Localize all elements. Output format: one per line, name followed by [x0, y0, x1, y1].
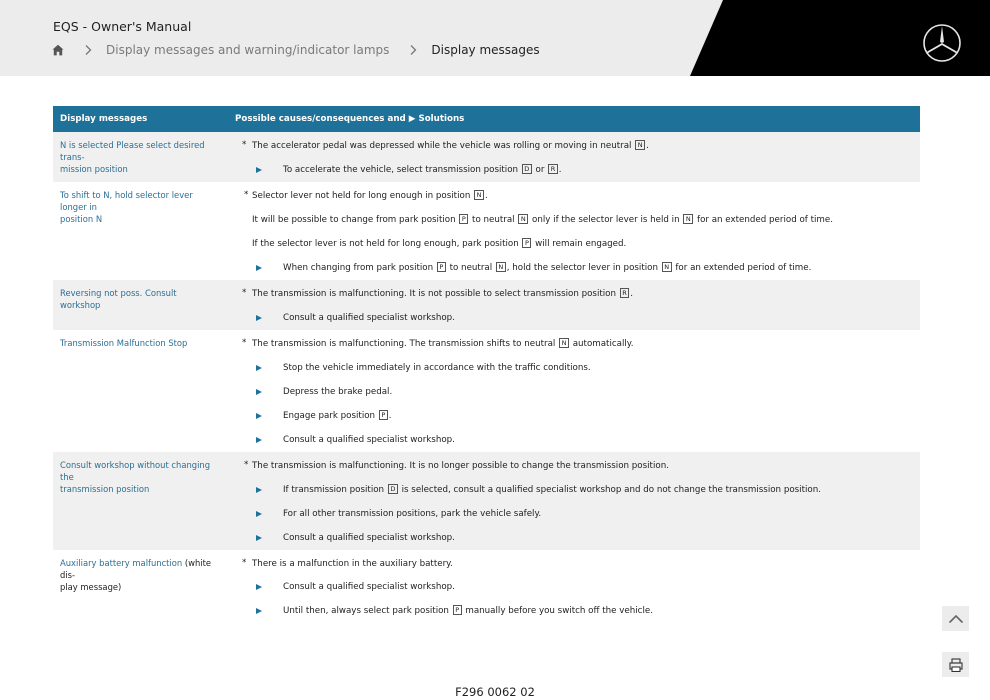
table-row	[53, 182, 920, 280]
gear-position-key: N	[662, 262, 672, 272]
solution-arrow-icon	[256, 487, 262, 493]
solution-arrow-icon	[256, 389, 262, 395]
message-cell	[53, 452, 228, 550]
breadcrumb-item-parent[interactable]: Display messages and warning/indicator lamps	[106, 43, 390, 57]
solution-text: Consult a qualified specialist workshop.	[283, 435, 455, 445]
solution-text: Engage park position P .	[283, 411, 392, 421]
gear-position-key: N	[518, 214, 528, 224]
solution-arrow-icon	[256, 511, 262, 517]
solution-arrow-icon	[256, 413, 262, 419]
cause-text: There is a malfunction in the auxiliary battery.	[252, 559, 453, 569]
message-cell	[53, 330, 228, 452]
bullet: *	[242, 140, 247, 150]
chevron-right-icon	[409, 44, 417, 56]
display-messages-table	[53, 106, 920, 630]
table-row	[53, 330, 920, 452]
solution-text: Consult a qualified specialist workshop.	[283, 533, 455, 543]
table-header	[53, 106, 920, 132]
breadcrumb	[52, 42, 540, 58]
cause-text: The accelerator pedal was depressed while the vehicle was rolling or moving in neutral N .	[252, 141, 649, 151]
solutions-cell	[228, 132, 920, 182]
solution-arrow-icon	[256, 437, 262, 443]
solutions-cell	[228, 280, 920, 330]
gear-position-key: P	[437, 262, 446, 272]
info-text: It will be possible to change from park position P to neutral N only if the selector lever is held in N for an extended period of time.	[252, 215, 833, 225]
solution-arrow-icon	[256, 265, 262, 271]
message-link[interactable]: Consult workshop without changing the transmission position	[60, 460, 211, 494]
home-icon[interactable]	[52, 44, 64, 56]
message-note: play message)	[60, 582, 122, 592]
mercedes-star-logo[interactable]	[922, 23, 962, 63]
solution-arrow-icon	[256, 535, 262, 541]
app-title: EQS - Owner's Manual	[53, 19, 192, 34]
gear-position-key: P	[522, 238, 531, 248]
solution-text: Consult a qualified specialist workshop.	[283, 313, 455, 323]
scroll-to-top-button[interactable]	[942, 606, 969, 631]
message-link[interactable]: Auxiliary battery malfunction	[60, 558, 183, 568]
column-header-message: Display messages	[60, 114, 148, 124]
solution-arrow-icon	[256, 584, 262, 590]
bullet: *	[242, 558, 247, 568]
table-row	[53, 452, 920, 550]
message-link[interactable]: Reversing not poss. Consult workshop	[60, 288, 177, 310]
table-row	[53, 280, 920, 330]
gear-position-key: N	[559, 338, 569, 348]
bullet: *	[244, 460, 249, 470]
table-row	[53, 132, 920, 182]
solutions-cell	[228, 330, 920, 452]
gear-position-key: N	[635, 140, 645, 150]
gear-position-key: N	[683, 214, 693, 224]
page-header	[0, 0, 990, 76]
solution-text: To accelerate the vehicle, select transmission position D or R .	[283, 165, 562, 175]
cause-text: The transmission is malfunctioning. The transmission shifts to neutral N automatically.	[252, 339, 634, 349]
solution-arrow-icon	[256, 167, 262, 173]
gear-position-key: N	[474, 190, 484, 200]
gear-position-key: P	[459, 214, 468, 224]
gear-position-key: D	[388, 484, 398, 494]
solution-text: Stop the vehicle immediately in accordance with the traffic conditions.	[283, 363, 591, 373]
solution-text: For all other transmission positions, park the vehicle safely.	[283, 509, 542, 519]
chevron-up-icon	[948, 614, 964, 624]
solution-arrow-icon	[256, 608, 262, 614]
gear-position-key: D	[522, 164, 532, 174]
solution-arrow-icon	[256, 365, 262, 371]
message-link[interactable]: To shift to N, hold selector lever longer in position N	[60, 190, 193, 224]
bullet: *	[242, 288, 247, 298]
gear-position-key: R	[620, 288, 630, 298]
message-link[interactable]: N is selected Please select desired trans- mission position	[60, 140, 205, 174]
gear-position-key: R	[548, 164, 558, 174]
solutions-cell	[228, 182, 920, 280]
info-text: If the selector lever is not held for long enough, park position P will remain engaged.	[252, 239, 627, 249]
solution-text: When changing from park position P to neutral N , hold the selector lever in position N for an extended period of time.	[283, 263, 812, 273]
solutions-cell	[228, 452, 920, 550]
message-note: (white dis-	[60, 558, 212, 580]
bullet: *	[242, 338, 247, 348]
message-cell	[53, 182, 228, 280]
gear-position-key: P	[453, 605, 462, 615]
solution-text: If transmission position D is selected, consult a qualified specialist workshop and do not change the transmission position.	[283, 485, 821, 495]
message-cell	[53, 132, 228, 182]
cause-text: The transmission is malfunctioning. It is no longer possible to change the transmission position.	[252, 461, 669, 471]
solution-text: Until then, always select park position P manually before you switch off the vehicle.	[283, 606, 653, 616]
solution-text: Depress the brake pedal.	[283, 387, 393, 397]
print-icon	[948, 658, 964, 672]
message-link[interactable]: Transmission Malfunction Stop	[60, 338, 188, 348]
breadcrumb-item-current: Display messages	[431, 43, 540, 57]
gear-position-key: N	[496, 262, 506, 272]
cause-text: The transmission is malfunctioning. It is not possible to select transmission position R .	[252, 289, 634, 299]
print-button[interactable]	[942, 652, 969, 677]
gear-position-key: P	[379, 410, 388, 420]
solution-text: Consult a qualified specialist workshop.	[283, 582, 455, 592]
cause-text: Selector lever not held for long enough in position N .	[252, 191, 488, 201]
message-cell	[53, 280, 228, 330]
figure-code: F296 0062 02	[455, 685, 535, 699]
message-cell	[53, 550, 228, 630]
chevron-right-icon	[84, 44, 92, 56]
solutions-cell	[228, 550, 920, 630]
column-header-solutions: Possible causes/consequences and ▶ Solutions	[235, 114, 465, 124]
solution-arrow-icon	[256, 315, 262, 321]
table-row	[53, 550, 920, 630]
bullet: *	[244, 190, 249, 200]
